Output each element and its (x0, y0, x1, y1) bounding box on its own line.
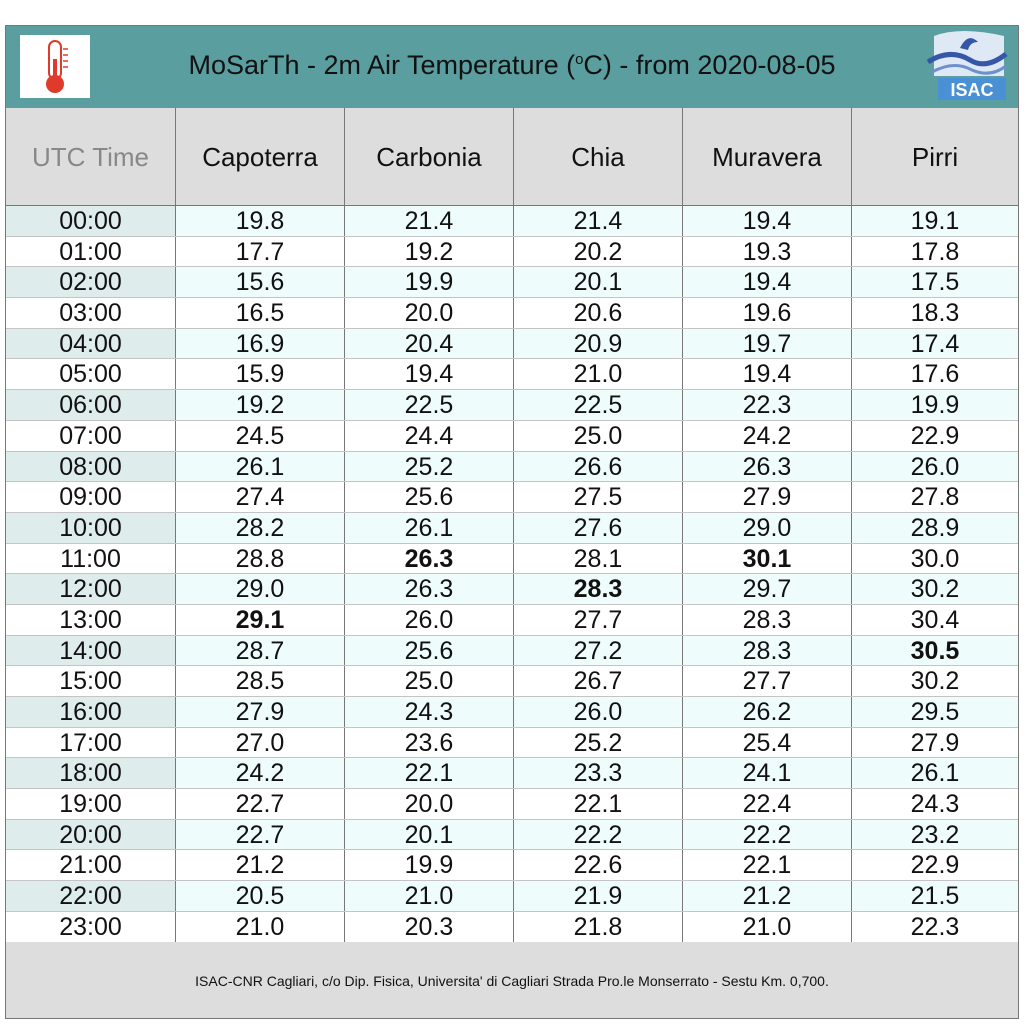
temperature-cell: 22.1 (513, 789, 682, 819)
column-header-station (344, 108, 513, 205)
temperature-cell: 26.0 (513, 697, 682, 727)
table-row (6, 513, 1018, 544)
table-row (6, 850, 1018, 881)
temperature-cell: 25.0 (513, 421, 682, 451)
temperature-cell: 19.4 (682, 359, 851, 389)
column-header-label: UTC Time (32, 142, 149, 172)
temperature-cell: 25.4 (682, 728, 851, 758)
column-header-row (6, 108, 1018, 206)
temperature-cell: 21.0 (344, 881, 513, 911)
time-cell: 00:00 (6, 206, 175, 236)
logo-text: ISAC (950, 80, 994, 100)
isac-logo (920, 28, 1012, 104)
time-cell: 10:00 (6, 513, 175, 543)
title-text: MoSarTh - 2m Air Temperature ( (188, 50, 576, 80)
temperature-cell: 19.4 (682, 206, 851, 236)
table-row (6, 574, 1018, 605)
temperature-cell: 19.4 (682, 267, 851, 297)
temperature-cell: 22.1 (344, 758, 513, 788)
temperature-cell: 20.3 (344, 912, 513, 942)
footer-text: ISAC-CNR Cagliari, c/o Dip. Fisica, Universita' di Cagliari Strada Pro.le Monserrato - Sestu Km. 0,700. (195, 973, 829, 989)
title-unit: C) - from 2020-08-05 (583, 50, 836, 80)
temperature-cell: 26.3 (682, 452, 851, 482)
time-cell: 05:00 (59, 360, 122, 389)
time-cell: 01:00 (59, 237, 122, 266)
temperature-cell: 28.3 (682, 636, 851, 666)
temperature-cell: 19.9 (851, 390, 1018, 420)
table-row (6, 758, 1018, 789)
column-header-label: Chia (571, 142, 625, 172)
temperature-cell: 24.2 (682, 421, 851, 451)
time-cell: 07:00 (59, 421, 122, 450)
temperature-cell: 22.4 (682, 789, 851, 819)
table-row (6, 267, 1018, 298)
temperature-cell: 27.2 (513, 636, 682, 666)
temperature-cell: 17.8 (851, 237, 1018, 267)
temperature-cell: 27.5 (513, 482, 682, 512)
table-row (6, 789, 1018, 820)
temperature-cell: 26.1 (175, 452, 344, 482)
temperature-cell: 20.1 (513, 267, 682, 297)
temperature-cell: 19.1 (851, 206, 1018, 236)
footer (6, 942, 1018, 1018)
table-row (6, 666, 1018, 697)
temperature-cell: 19.8 (175, 206, 344, 236)
time-cell: 14:00 (6, 636, 175, 666)
column-header-time (6, 108, 175, 205)
temperature-cell: 21.2 (682, 881, 851, 911)
temperature-cell: 26.0 (344, 605, 513, 635)
temperature-cell: 21.0 (175, 912, 344, 942)
table-row (6, 298, 1018, 329)
temperature-cell: 23.3 (513, 758, 682, 788)
temperature-cell: 19.9 (344, 267, 513, 297)
temperature-cell: 21.9 (513, 881, 682, 911)
temperature-cell: 22.9 (851, 850, 1018, 880)
column-header-station (513, 108, 682, 205)
temperature-cell: 22.6 (513, 850, 682, 880)
temperature-cell: 26.3 (344, 574, 513, 604)
temperature-cell: 29.0 (175, 574, 344, 604)
temperature-cell: 20.4 (344, 329, 513, 359)
temperature-cell: 21.2 (175, 850, 344, 880)
table-row (6, 237, 1018, 268)
temperature-cell: 22.7 (175, 820, 344, 850)
time-cell: 15:00 (59, 667, 122, 696)
temperature-cell: 20.6 (513, 298, 682, 328)
table-row (6, 390, 1018, 421)
time-cell: 09:00 (59, 483, 122, 512)
temperature-cell: 26.0 (851, 452, 1018, 482)
time-cell: 03:00 (59, 299, 122, 328)
temperature-cell: 28.3 (682, 605, 851, 635)
temperature-cell: 26.2 (682, 697, 851, 727)
temperature-cell: 29.1 (175, 605, 344, 635)
temperature-cell: 23.6 (344, 728, 513, 758)
temperature-cell: 22.9 (851, 421, 1018, 451)
temperature-cell: 20.9 (513, 329, 682, 359)
temperature-cell: 21.0 (513, 359, 682, 389)
temperature-cell: 21.8 (513, 912, 682, 942)
temperature-cell: 24.1 (682, 758, 851, 788)
temperature-cell: 27.9 (851, 728, 1018, 758)
temperature-cell: 22.2 (513, 820, 682, 850)
temperature-cell: 24.5 (175, 421, 344, 451)
column-header-station (682, 108, 851, 205)
table-row (6, 697, 1018, 728)
temperature-cell: 27.4 (175, 482, 344, 512)
temperature-cell: 20.2 (513, 237, 682, 267)
temperature-cell: 28.2 (175, 513, 344, 543)
time-cell: 21:00 (59, 851, 122, 880)
temperature-cell: 27.9 (682, 482, 851, 512)
temperature-cell: 26.1 (344, 513, 513, 543)
table-row (6, 421, 1018, 452)
temperature-cell: 22.7 (175, 789, 344, 819)
table-row (6, 881, 1018, 912)
temperature-cell: 17.5 (851, 267, 1018, 297)
temperature-cell: 19.6 (682, 298, 851, 328)
temperature-cell: 28.3 (513, 574, 682, 604)
temperature-cell: 27.7 (682, 666, 851, 696)
temperature-cell: 28.9 (851, 513, 1018, 543)
temperature-cell: 17.7 (175, 237, 344, 267)
temperature-cell: 17.6 (851, 359, 1018, 389)
table-row (6, 452, 1018, 483)
header-bar (6, 26, 1018, 109)
temperature-cell: 27.6 (513, 513, 682, 543)
temperature-cell: 22.5 (344, 390, 513, 420)
temperature-cell: 19.9 (344, 850, 513, 880)
time-cell: 17:00 (59, 728, 122, 757)
temperature-cell: 30.0 (851, 544, 1018, 574)
time-cell: 19:00 (59, 790, 122, 819)
temperature-cell: 22.3 (682, 390, 851, 420)
table-row (6, 544, 1018, 575)
temperature-cell: 24.3 (344, 697, 513, 727)
time-cell: 08:00 (6, 452, 175, 482)
column-header-label: Carbonia (376, 142, 482, 172)
temperature-cell: 19.2 (175, 390, 344, 420)
temperature-cell: 28.1 (513, 544, 682, 574)
temperature-cell: 26.1 (851, 758, 1018, 788)
temperature-cell: 18.3 (851, 298, 1018, 328)
temperature-cell: 29.7 (682, 574, 851, 604)
temperature-cell: 28.7 (175, 636, 344, 666)
time-cell: 11:00 (60, 544, 121, 573)
temperature-cell: 19.4 (344, 359, 513, 389)
temperature-cell: 29.5 (851, 697, 1018, 727)
temperature-cell: 24.3 (851, 789, 1018, 819)
table-row (6, 912, 1018, 943)
temperature-cell: 21.5 (851, 881, 1018, 911)
title-degree: o (575, 51, 584, 68)
table-row (6, 820, 1018, 851)
table-body (6, 206, 1018, 943)
temperature-cell: 15.9 (175, 359, 344, 389)
temperature-cell: 20.0 (344, 789, 513, 819)
time-cell: 02:00 (6, 267, 175, 297)
temperature-cell: 27.9 (175, 697, 344, 727)
column-header-label: Pirri (911, 142, 959, 172)
temperature-cell: 21.4 (513, 206, 682, 236)
table-row (6, 605, 1018, 636)
temperature-cell: 30.5 (851, 636, 1018, 666)
table-row (6, 482, 1018, 513)
temperature-cell: 20.1 (344, 820, 513, 850)
temperature-cell: 20.0 (344, 298, 513, 328)
table-row (6, 636, 1018, 667)
temperature-cell: 22.2 (682, 820, 851, 850)
temperature-cell: 25.6 (344, 636, 513, 666)
temperature-cell: 19.3 (682, 237, 851, 267)
temperature-cell: 16.5 (175, 298, 344, 328)
time-cell: 18:00 (6, 758, 175, 788)
time-cell: 16:00 (6, 697, 175, 727)
temperature-cell: 30.4 (851, 605, 1018, 635)
table-frame (5, 25, 1019, 1019)
temperature-cell: 19.7 (682, 329, 851, 359)
temperature-cell: 21.0 (682, 912, 851, 942)
temperature-cell: 20.5 (175, 881, 344, 911)
temperature-cell: 29.0 (682, 513, 851, 543)
temperature-cell: 21.4 (344, 206, 513, 236)
temperature-cell: 25.2 (513, 728, 682, 758)
column-header-station (175, 108, 344, 205)
temperature-cell: 25.2 (344, 452, 513, 482)
temperature-cell: 28.5 (175, 666, 344, 696)
temperature-cell: 15.6 (175, 267, 344, 297)
time-cell: 22:00 (6, 881, 175, 911)
temperature-cell: 25.6 (344, 482, 513, 512)
column-header-label: Capoterra (202, 142, 318, 172)
table-row (6, 206, 1018, 237)
temperature-cell: 22.1 (682, 850, 851, 880)
time-cell: 04:00 (6, 329, 175, 359)
time-cell: 12:00 (6, 574, 175, 604)
time-cell: 06:00 (6, 390, 175, 420)
temperature-cell: 17.4 (851, 329, 1018, 359)
time-cell: 23:00 (59, 912, 122, 941)
temperature-cell: 26.6 (513, 452, 682, 482)
temperature-cell: 30.2 (851, 666, 1018, 696)
temperature-cell: 22.5 (513, 390, 682, 420)
temperature-cell: 23.2 (851, 820, 1018, 850)
temperature-cell: 24.2 (175, 758, 344, 788)
temperature-cell: 27.8 (851, 482, 1018, 512)
temperature-cell: 30.1 (682, 544, 851, 574)
column-header-station (851, 108, 1018, 205)
time-cell: 13:00 (59, 605, 122, 634)
temperature-cell: 16.9 (175, 329, 344, 359)
column-header-label: Muravera (712, 142, 822, 172)
time-cell: 20:00 (6, 820, 175, 850)
temperature-cell: 27.7 (513, 605, 682, 635)
temperature-cell: 22.3 (851, 912, 1018, 942)
table-row (6, 329, 1018, 360)
temperature-cell: 26.7 (513, 666, 682, 696)
temperature-cell: 28.8 (175, 544, 344, 574)
temperature-cell: 30.2 (851, 574, 1018, 604)
table-row (6, 728, 1018, 759)
table-row (6, 359, 1018, 390)
temperature-cell: 27.0 (175, 728, 344, 758)
temperature-cell: 24.4 (344, 421, 513, 451)
temperature-cell: 25.0 (344, 666, 513, 696)
page-title (6, 50, 1018, 81)
temperature-cell: 19.2 (344, 237, 513, 267)
temperature-cell: 26.3 (344, 544, 513, 574)
